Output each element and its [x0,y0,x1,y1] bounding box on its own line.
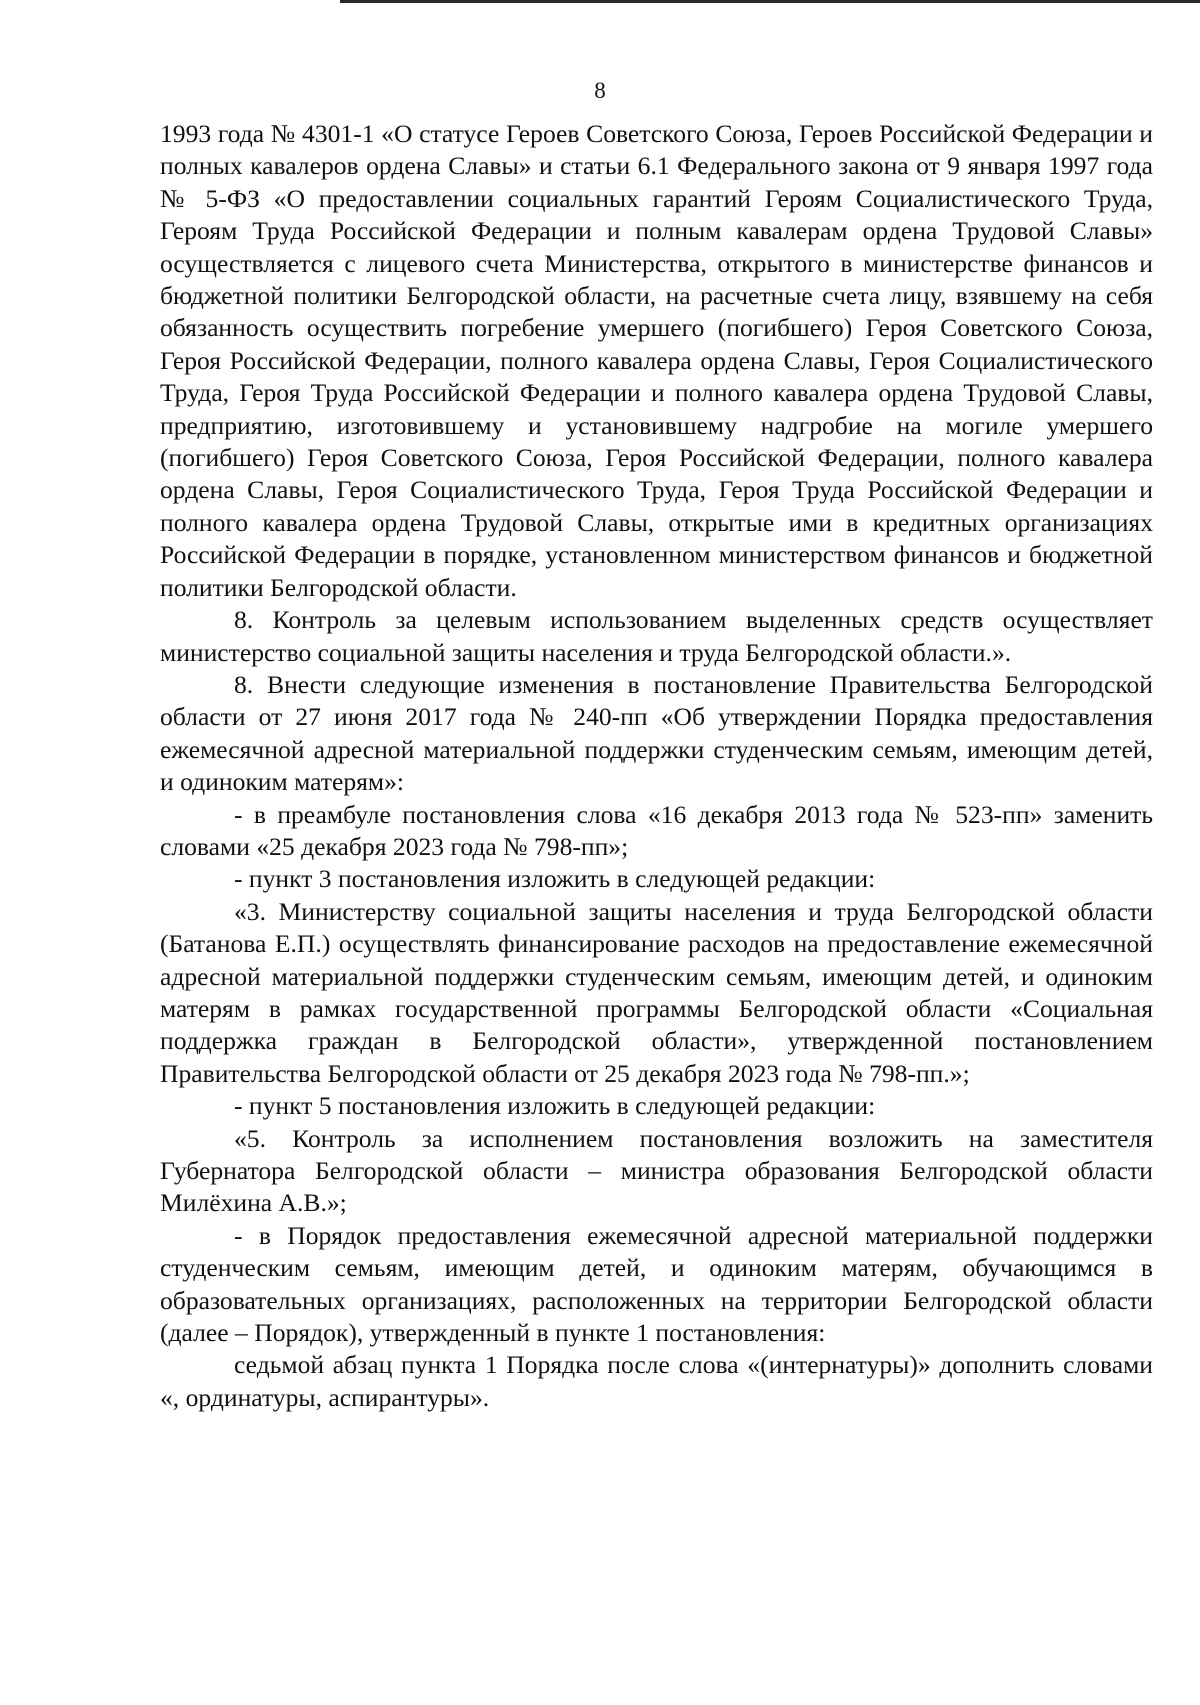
document-body [160,118,1153,1414]
paragraph-point-5-intro: - пункт 5 постановления изложить в следующей редакции: [234,1091,876,1121]
paragraph-item-8-amendments: 8. Внести следующие изменения в постановление Правительства Белгородской области от 27 июня 2017 года № 240-пп «Об утверждении Порядка предоставления ежемесячной адресной материальной поддержки студенческим семьям, имеющим детей, и одиноким матерям»: [160,669,1153,797]
paragraph-point-5-text: «5. Контроль за исполнением постановления возложить на заместителя Губернатора Белгородской области – министра образования Белгородской области Милёхина А.В.»; [160,1123,1153,1218]
page-number: 8 [594,78,606,103]
paragraph-continuation: 1993 года № 4301-1 «О статусе Героев Советского Союза, Героев Российской Федерации и полных кавалеров ордена Славы» и статьи 6.1 Федерального закона от 9 января 1997 года № 5-ФЗ «О предоставлении социальных гарантий Героям Социалистического Труда, Героям Труда Российской Федерации и полным кавалерам ордена Трудовой Славы» осуществляется с лицевого счета Министерства, открытого в министерстве финансов и бюджетной политики Белгородской области, на расчетные счета лицу, взявшему на себя обязанность осуществить погребение умершего (погибшего) Героя Советского Союза, Героя Российской Федерации, полного кавалера ордена Славы, Героя Социалистического Труда, Героя Труда Российской Федерации и полного кавалера ордена Трудовой Славы, предприятию, изготовившему и установившему надгробие на могиле умершего (погибшего) Героя Советского Союза, Героя Российской Федерации, полного кавалера ордена Славы, Героя Социалистического Труда, Героя Труда Российской Федерации и полного кавалера ордена Трудовой Славы, открытые ими в кредитных организациях Российской Федерации в порядке, установленном министерством финансов и бюджетной политики Белгородской области. [160,119,1153,602]
paragraph-point-3-intro: - пункт 3 постановления изложить в следующей редакции: [234,864,876,894]
scan-edge-line [340,0,1200,3]
paragraph-procedure-change: - в Порядок предоставления ежемесячной адресной материальной поддержки студенческим семьям, имеющим детей, и одиноким матерям, обучающимся в образовательных организациях, расположенных на территории Белгородской области (далее – Порядок), утвержденный в пункте 1 постановления: [160,1220,1153,1348]
paragraph-point-3-text: «3. Министерству социальной защиты населения и труда Белгородской области (Батанова Е.П.) осуществлять финансирование расходов на предоставление ежемесячной адресной материальной поддержки студенческим семьям, имеющим детей, и одиноким матерям в рамках государственной программы Белгородской области «Социальная поддержка граждан в Белгородской области», утвержденной постановлением Правительства Белгородской области от 25 декабря 2023 года № 798-пп.»; [160,896,1153,1088]
paragraph-item-8-control: 8. Контроль за целевым использованием выделенных средств осуществляет министерство социальной защиты населения и труда Белгородской области.». [160,605,1153,667]
paragraph-seventh-subparagraph: седьмой абзац пункта 1 Порядка после слова «(интернатуры)» дополнить словами «, ординатуры, аспирантуры». [160,1350,1153,1412]
paragraph-preamble-change: - в преамбуле постановления слова «16 декабря 2013 года № 523-пп» заменить словами «25 декабря 2023 года № 798-пп»; [160,799,1153,861]
